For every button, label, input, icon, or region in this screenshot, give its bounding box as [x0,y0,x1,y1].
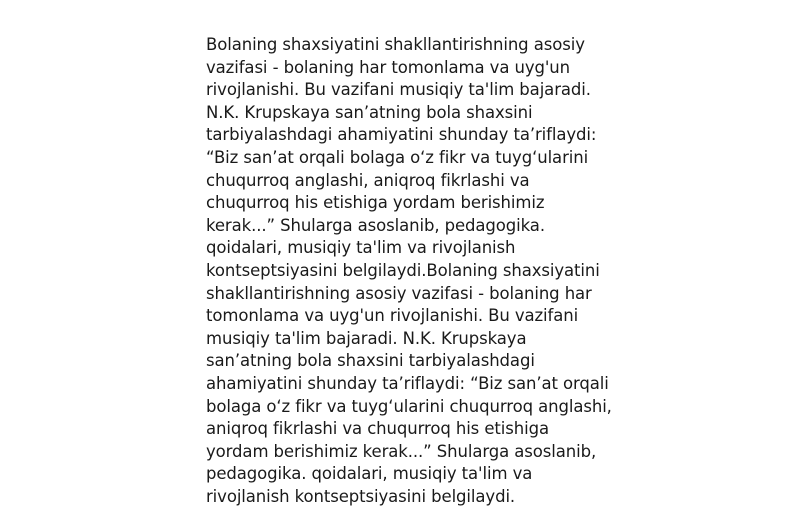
text-line: rivojlanishi. Bu vazifani musiqiy ta'lim bajaradi. [206,80,591,100]
text-line: san’atning bola shaxsini tarbiyalashdagi [206,351,535,371]
text-line: yordam berishimiz kerak...” Shularga asoslanib, [206,441,597,461]
text-line: bolaga o‘z fikr va tuyg‘ularini chuqurroq anglashi, [206,396,612,416]
text-line: pedagogika. qoidalari, musiqiy ta'lim va [206,464,533,484]
body-text [206,34,626,508]
text-line: chuqurroq his etishiga yordam berishimiz [206,193,545,213]
text-line: N.K. Krupskaya san’atning bola shaxsini [206,102,533,122]
text-line: kontseptsiyasini belgilaydi.Bolaning shaxsiyatini [206,260,600,280]
text-line: ahamiyatini shunday ta’riflaydi: “Biz san’at orqali [206,373,609,393]
text-line: aniqroq fikrlashi va chuqurroq his etishiga [206,419,549,439]
text-line: tomonlama va uyg'un rivojlanishi. Bu vazifani [206,306,579,326]
text-line: musiqiy ta'lim bajaradi. N.K. Krupskaya [206,328,527,348]
text-line: qoidalari, musiqiy ta'lim va rivojlanish [206,238,516,258]
text-line: shakllantirishning asosiy vazifasi - bolaning har [206,283,592,303]
text-line: rivojlanish kontseptsiyasini belgilaydi. [206,486,516,506]
text-line: tarbiyalashdagi ahamiyatini shunday ta’riflaydi: [206,125,597,145]
text-line: Bolaning shaxsiyatini shakllantirishning asosiy [206,35,585,54]
text-line: vazifasi - bolaning har tomonlama va uyg'un [206,57,571,77]
text-line: kerak...” Shularga asoslanib, pedagogika. [206,215,545,235]
text-line: “Biz san’at orqali bolaga o‘z fikr va tuyg‘ularini [206,147,589,167]
text-line: chuqurroq anglashi, aniqroq fikrlashi va [206,170,530,190]
